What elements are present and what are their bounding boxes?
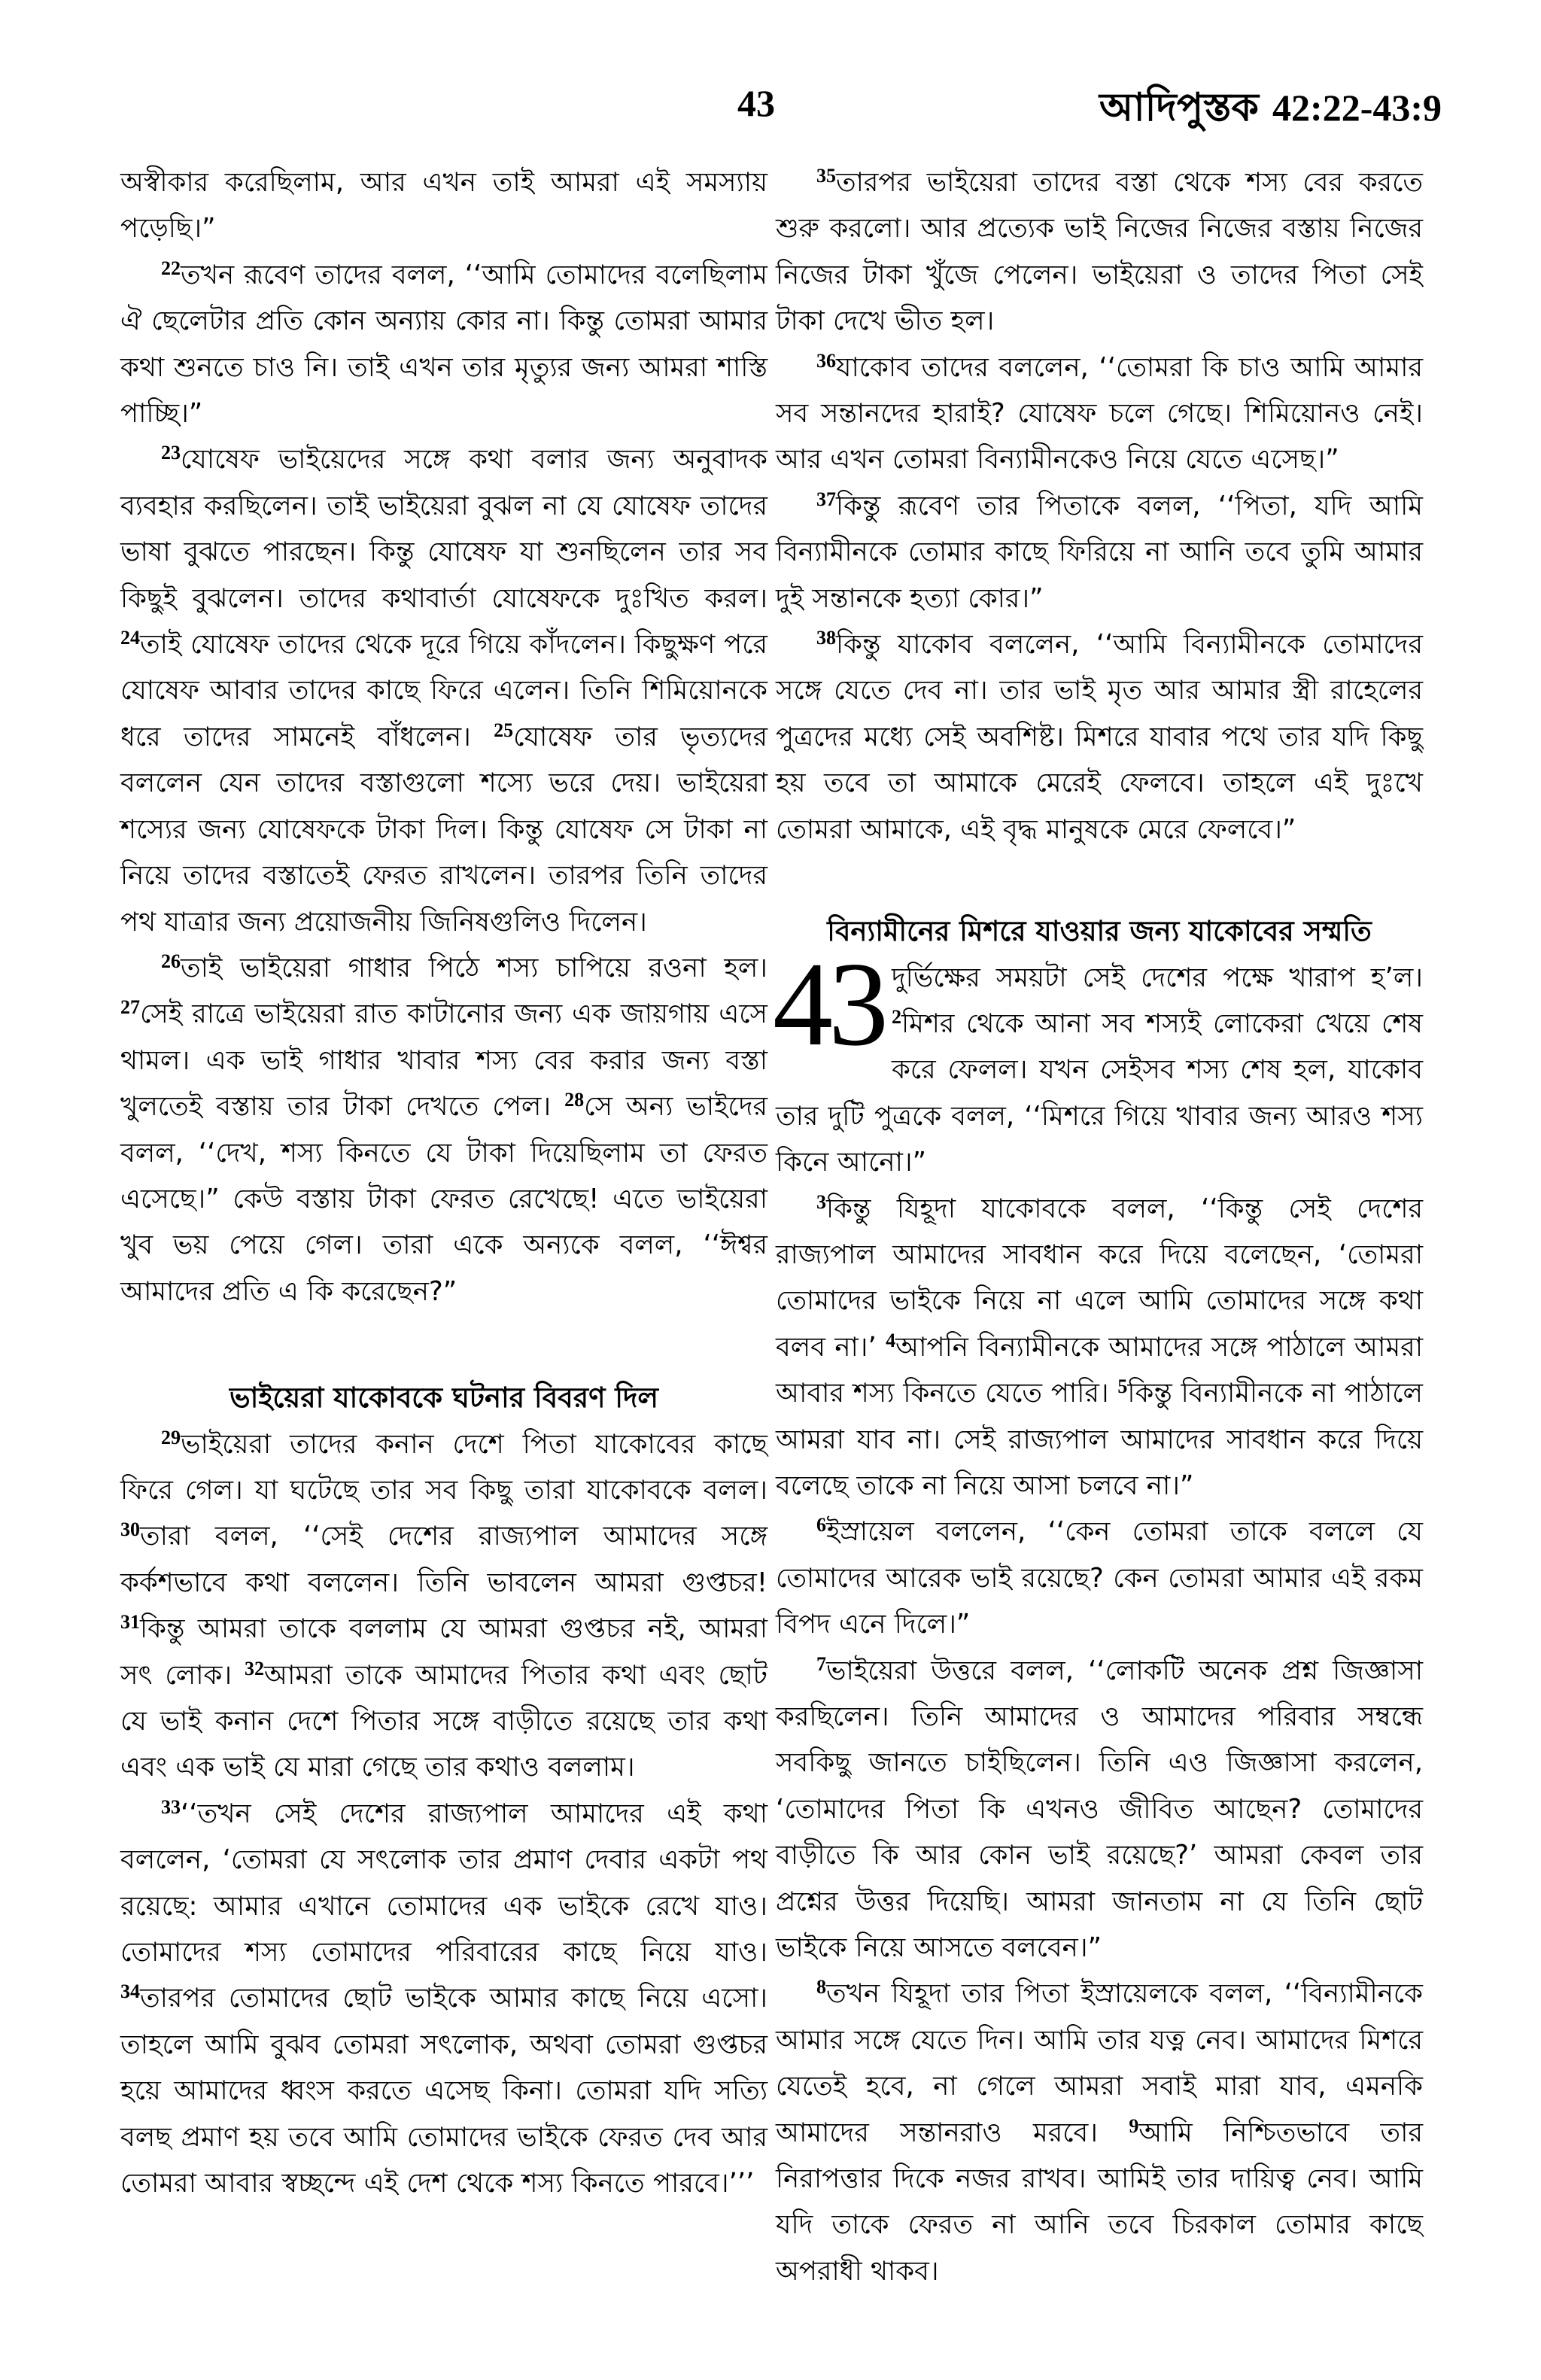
paragraph bbox=[776, 622, 1423, 853]
section-heading: বিন্যামীনের মিশরে যাওয়ার জন্য যাকোবের সম্মতি bbox=[827, 915, 1372, 948]
paragraph bbox=[776, 345, 1423, 483]
paragraph bbox=[120, 436, 767, 944]
verse-number: 31 bbox=[120, 1611, 140, 1634]
verse-text: তখন যিহূদা তার পিতা ইস্রায়েলকে বলল, ‘‘বিন্যামীনকে আমার সঙ্গে যেতে দিন। আমি তার যত্ন নেব। আমাদের মিশরে যেতেই হবে, না গেলে আমরা সবাই মারা যাব, এমনকি আমাদের সন্তানরাও মরবে। bbox=[776, 1978, 1423, 2148]
paragraph bbox=[120, 160, 767, 252]
verse-text: কিন্তু যিহূদা যাকোবকে বলল, ‘‘কিন্তু সেই দেশের রাজ্যপাল আমাদের সাবধান করে দিয়ে বলেছেন, ‘তোমরা তোমাদের ভাইকে নিয়ে না এলে আমি তোমাদের সঙ্গে কথা বলব না।’ bbox=[776, 1193, 1423, 1363]
verse-number: 22 bbox=[161, 257, 181, 279]
verse-text: ভাইয়েরা তাদের কনান দেশে পিতা যাকোবের কাছে ফিরে গেল। যা ঘটেছে তার সব কিছু তারা যাকোবকে বলল। bbox=[120, 1428, 767, 1506]
verse-number: 30 bbox=[120, 1518, 140, 1541]
verse-text: কিন্তু যাকোব বললেন, ‘‘আমি বিন্যামীনকে তোমাদের সঙ্গে যেতে দেব না। তার ভাই মৃত আর আমার স্ত্রী রাহেলের পুত্রদের মধ্যে সেই অবশিষ্ট। মিশরে যাবার পথে তার যদি কিছু হয় তবে তা আমাকে মেরেই ফেলবে। তাহলে এই দুঃখে তোমরা আমাকে, এই বৃদ্ধ মানুষকে মেরে ফেলবে।” bbox=[776, 629, 1423, 845]
verse-number: 29 bbox=[161, 1426, 181, 1448]
verse-number: 38 bbox=[816, 627, 836, 649]
verse-text: মিশর থেকে আনা সব শস্যই লোকেরা খেয়ে শেষ করে ফেলল। যখন সেইসব শস্য শেষ হল, যাকোব তার দুটি পুত্রকে বলল, ‘‘মিশরে গিয়ে খাবার জন্য আরও শস্য কিনে আনো।” bbox=[776, 1008, 1423, 1178]
paragraph bbox=[773, 936, 1423, 1186]
verse-text: তাই ভাইয়েরা গাধার পিঠে শস্য চাপিয়ে রওনা হল। bbox=[181, 952, 767, 983]
verse-text: যাকোব তাদের বললেন, ‘‘তোমরা কি চাও আমি আমার সব সন্তানদের হারাই? যোষেফ চলে গেছে। শিমিয়োনও নেই। আর এখন তোমরা বিন্যামীনকেও নিয়ে যেতে এসেছ।” bbox=[776, 351, 1423, 476]
verse-text: কিন্তু বিন্যামীনকে না পাঠালে আমরা যাব না। সেই রাজ্যপাল আমাদের সাবধান করে দিয়ে বলেছে তাকে না নিয়ে আসা চলবে না।” bbox=[776, 1378, 1423, 1501]
chapter-number: 43 bbox=[773, 936, 884, 1071]
section-heading: ভাইয়েরা যাকোবকে ঘটনার বিবরণ দিল bbox=[229, 1381, 658, 1415]
verse-number: 37 bbox=[816, 488, 836, 510]
paragraph bbox=[776, 1509, 1423, 1647]
verse-number: 28 bbox=[564, 1089, 585, 1111]
paragraph bbox=[776, 160, 1423, 345]
verse-text: আমি নিশ্চিতভাবে তার নিরাপত্তার দিকে নজর রাখব। আমিই তার দায়িত্ব নেব। আমি যদি তাকে ফেরত না আনি তবে চিরকাল তোমার কাছে অপরাধী থাকব। bbox=[776, 2117, 1423, 2287]
verse-text: অস্বীকার করেছিলাম, আর এখন তাই আমরা এই সমস্যায় পড়েছি।” bbox=[120, 167, 767, 245]
verse-number: 27 bbox=[120, 996, 140, 1019]
verse-number: 6 bbox=[816, 1514, 826, 1537]
verse-text: কিন্তু রূবেণ তার পিতাকে বলল, ‘‘পিতা, যদি আমি বিন্যামীনকে তোমার কাছে ফিরিয়ে না আনি তবে তুমি আমার দুই সন্তানকে হত্যা কোর।” bbox=[776, 490, 1423, 614]
paragraph bbox=[120, 252, 767, 437]
paragraph bbox=[120, 1421, 767, 1791]
verse-number: 26 bbox=[161, 950, 181, 972]
verse-number: 35 bbox=[816, 165, 836, 187]
verse-number: 4 bbox=[886, 1329, 896, 1351]
verse-text: সে অন্য ভাইদের বলল, ‘‘দেখ, শস্য কিনতে যে টাকা দিয়েছিলাম তা ফেরত এসেছে।” কেউ বস্তায় টাকা ফেরত রেখেছে! এতে ভাইয়েরা খুব ভয় পেয়ে গেল। তারা একে অন্যকে বলল, ‘‘ঈশ্বর আমাদের প্রতি এ কি করেছেন?” bbox=[120, 1091, 767, 1307]
chapter-verse-reference: 42:22-43:9 bbox=[1272, 87, 1442, 129]
verse-number: 32 bbox=[245, 1657, 265, 1679]
verse-text: ‘‘তখন সেই দেশের রাজ্যপাল আমাদের এই কথা বললেন, ‘তোমরা যে সৎলোক তার প্রমাণ দেবার একটা পথ রয়েছে: আমার এখানে তোমাদের এক ভাইকে রেখে যাও। তোমাদের শস্য তোমাদের পরিবারের কাছে নিয়ে যাও। bbox=[120, 1798, 767, 1968]
verse-number: 7 bbox=[816, 1652, 826, 1675]
verse-number: 3 bbox=[816, 1190, 826, 1213]
verse-text: তারপর ভাইয়েরা তাদের বস্তা থেকে শস্য বের করতে শুরু করলো। আর প্রত্যেক ভাই নিজের নিজের বস্তায় নিজের নিজের টাকা খুঁজে পেলেন। ভাইয়েরা ও তাদের পিতা সেই টাকা দেখে ভীত হল। bbox=[776, 167, 1423, 337]
verse-number: 23 bbox=[161, 442, 181, 464]
book-name: আদিপুস্তক bbox=[1099, 85, 1259, 130]
verse-text: তখন রূবেণ তাদের বলল, ‘‘আমি তোমাদের বলেছিলাম ঐ ছেলেটার প্রতি কোন অন্যায় কোর না। কিন্তু তোমরা আমার কথা শুনতে চাও নি। তাই এখন তার মৃত্যুর জন্য আমরা শাস্তি পাচ্ছি।” bbox=[120, 259, 768, 430]
verse-text: যোষেফ ভাইয়েদের সঙ্গে কথা বলার জন্য অনুবাদক ব্যবহার করছিলেন। তাই ভাইয়েরা বুঝল না যে যোষেফ তাদের ভাষা বুঝতে পারছেন। কিন্তু যোষেফ যা শুনছিলেন তার সব কিছুই বুঝলেন। তাদের কথাবার্তা যোষেফকে দুঃখিত করল। bbox=[120, 444, 767, 614]
left-column bbox=[120, 160, 767, 2206]
verse-text: ভাইয়েরা উত্তরে বলল, ‘‘লোকটি অনেক প্রশ্ন জিজ্ঞাসা করছিলেন। তিনি আমাদের ও আমাদের পরিবার সম্বন্ধে সবকিছু জানতে চাইছিলেন। তিনি এও জিজ্ঞাসা করলেন, ‘তোমাদের পিতা কি এখনও জীবিত আছেন? তোমাদের বাড়ীতে কি আর কোন ভাই রয়েছে?’ আমরা কেবল তার প্রশ্নের উত্তর দিয়েছি। আমরা জানতাম না যে তিনি ছোট ভাইকে নিয়ে আসতে বলবেন।” bbox=[776, 1655, 1423, 1964]
verse-text: যোষেফ তার ভৃত্যদের বললেন যেন তাদের বস্তাগুলো শস্যে ভরে দেয়। ভাইয়েরা শস্যের জন্য যোষেফকে টাকা দিল। কিন্তু যোষেফ সে টাকা না নিয়ে তাদের বস্তাতেই ফেরত রাখলেন। তারপর তিনি তাদের পথ যাত্রার জন্য প্রয়োজনীয় জিনিষগুলিও দিলেন। bbox=[120, 721, 767, 938]
page-number: 43 bbox=[737, 82, 775, 124]
verse-text: কিন্তু আমরা তাকে বললাম যে আমরা গুপ্তচর নই, আমরা সৎ লোক। bbox=[120, 1613, 767, 1691]
verse-text: তাই যোষেফ তাদের থেকে দূরে গিয়ে কাঁদলেন। কিছুক্ষণ পরে যোষেফ আবার তাদের কাছে ফিরে এলেন। তিনি শিমিয়োনকে ধরে তাদের সামনেই বাঁধলেন। bbox=[120, 629, 767, 752]
verse-text: ইস্রায়েল বললেন, ‘‘কেন তোমরা তাকে বললে যে তোমাদের আরেক ভাই রয়েছে? কেন তোমরা আমার এই রকম বিপদ এনে দিলে।” bbox=[776, 1516, 1423, 1640]
verse-text: তারপর তোমাদের ছোট ভাইকে আমার কাছে নিয়ে এসো। তাহলে আমি বুঝব তোমরা সৎলোক, অথবা তোমরা গুপ্তচর হয়ে আমাদের ধ্বংস করতে এসেছ কিনা। তোমরা যদি সত্যি বলছ প্রমাণ হয় তবে আমি তোমাদের ভাইকে ফেরত দেব আর তোমরা আবার স্বচ্ছন্দে এই দেশ থেকে শস্য কিনতে পারবে।’’’ bbox=[120, 1983, 767, 2199]
right-column bbox=[773, 160, 1424, 2294]
paragraph bbox=[776, 483, 1423, 622]
page-header bbox=[0, 81, 1541, 141]
paragraph bbox=[776, 1971, 1423, 2294]
verse-text: সেই রাত্রে ভাইয়েরা রাত কাটানোর জন্য এক জায়গায় এসে থামল। এক ভাই গাধার খাবার শস্য বের করার জন্য বস্তা খুলতেই বস্তায় তার টাকা দেখতে পেল। bbox=[120, 999, 767, 1123]
verse-number: 2 bbox=[892, 1005, 901, 1028]
running-head bbox=[1099, 77, 1442, 142]
verse-number: 25 bbox=[494, 719, 514, 741]
verse-text: আপনি বিন্যামীনকে আমাদের সঙ্গে পাঠালে আমরা আবার শস্য কিনতে যেতে পারি। bbox=[776, 1331, 1424, 1409]
verse-text: দুর্ভিক্ষের সময়টা সেই দেশের পক্ষে খারাপ হ’ল। bbox=[892, 962, 1423, 993]
verse-text: তারা বলল, ‘‘সেই দেশের রাজ্যপাল আমাদের সঙ্গে কর্কশভাবে কথা বললেন। তিনি ভাবলেন আমরা গুপ্তচর! bbox=[120, 1521, 767, 1598]
paragraph bbox=[120, 1791, 767, 2207]
verse-text: আমরা তাকে আমাদের পিতার কথা এবং ছোট যে ভাই কনান দেশে পিতার সঙ্গে বাড়ীতে রয়েছে তার কথা এবং এক ভাই যে মারা গেছে তার কথাও বললাম। bbox=[120, 1659, 767, 1783]
verse-number: 24 bbox=[120, 627, 140, 649]
verse-number: 34 bbox=[120, 1980, 140, 2003]
verse-number: 33 bbox=[161, 1795, 181, 1818]
verse-number: 9 bbox=[1129, 2114, 1139, 2137]
paragraph bbox=[120, 945, 767, 1315]
verse-number: 5 bbox=[1117, 1375, 1128, 1398]
paragraph bbox=[776, 1648, 1423, 1971]
verse-number: 36 bbox=[816, 349, 836, 372]
verse-number: 8 bbox=[816, 1976, 826, 1999]
paragraph bbox=[776, 1186, 1423, 1509]
